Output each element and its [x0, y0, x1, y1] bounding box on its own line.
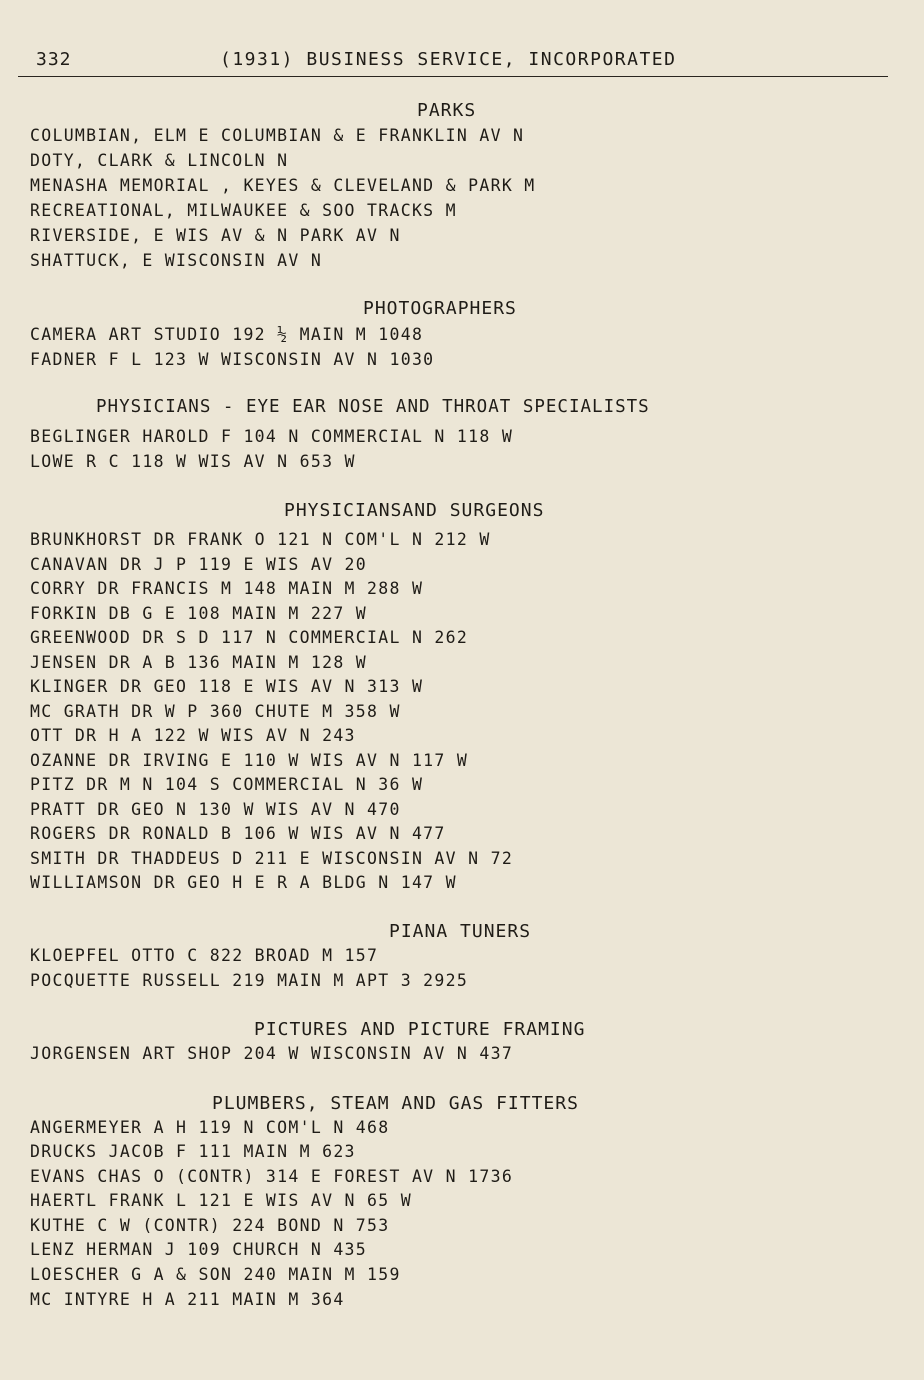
- listing-entry: CANAVAN DR J P 119 E WIS AV 20: [30, 555, 368, 574]
- listing-entry: KUTHE C W (CONTR) 224 BOND N 753: [30, 1216, 390, 1235]
- listing-entry: ANGERMEYER A H 119 N COM'L N 468: [30, 1118, 390, 1137]
- listing-entry: FORKIN DB G E 108 MAIN M 227 W: [30, 604, 368, 623]
- listing-entry: SHATTUCK, E WISCONSIN AV N: [30, 251, 323, 270]
- listing-entry: SMITH DR THADDEUS D 211 E WISCONSIN AV N 72: [30, 849, 514, 868]
- listing-entry: CORRY DR FRANCIS M 148 MAIN M 288 W: [30, 579, 424, 598]
- section-heading-picture-framing: PICTURES AND PICTURE FRAMING: [254, 1019, 586, 1040]
- listing-entry: OZANNE DR IRVING E 110 W WIS AV N 117 W: [30, 751, 469, 770]
- page-number: 332: [36, 49, 72, 70]
- listing-entry: EVANS CHAS O (CONTR) 314 E FOREST AV N 1736: [30, 1167, 514, 1186]
- listing-entry: DRUCKS JACOB F 111 MAIN M 623: [30, 1142, 356, 1161]
- listing-entry: PITZ DR M N 104 S COMMERCIAL N 36 W: [30, 775, 424, 794]
- listing-entry: MC INTYRE H A 211 MAIN M 364: [30, 1290, 345, 1309]
- section-heading-photographers: PHOTOGRAPHERS: [363, 298, 517, 319]
- listing-entry: KLOEPFEL OTTO C 822 BROAD M 157: [30, 946, 379, 965]
- listing-entry: BEGLINGER HAROLD F 104 N COMMERCIAL N 118 W: [30, 427, 514, 446]
- header-rule: [18, 76, 888, 77]
- section-heading-eye-ear-nose-throat: PHYSICIANS - EYE EAR NOSE AND THROAT SPECIALISTS: [96, 397, 650, 417]
- listing-entry: MENASHA MEMORIAL , KEYES & CLEVELAND & PARK M: [30, 176, 536, 195]
- listing-entry: POCQUETTE RUSSELL 219 MAIN M APT 3 2925: [30, 971, 469, 990]
- section-heading-piano-tuners: PIANA TUNERS: [389, 921, 532, 942]
- listing-entry: BRUNKHORST DR FRANK O 121 N COM'L N 212 W: [30, 530, 491, 549]
- listing-entry: WILLIAMSON DR GEO H E R A BLDG N 147 W: [30, 873, 457, 892]
- listing-entry: JORGENSEN ART SHOP 204 W WISCONSIN AV N 437: [30, 1044, 514, 1063]
- listing-entry: GREENWOOD DR S D 117 N COMMERCIAL N 262: [30, 628, 469, 647]
- section-heading-plumbers: PLUMBERS, STEAM AND GAS FITTERS: [212, 1093, 579, 1114]
- listing-entry: FADNER F L 123 W WISCONSIN AV N 1030: [30, 350, 435, 369]
- listing-entry: LOWE R C 118 W WIS AV N 653 W: [30, 452, 356, 471]
- listing-entry: COLUMBIAN, ELM E COLUMBIAN & E FRANKLIN AV N: [30, 126, 525, 145]
- page-header: [0, 44, 924, 78]
- running-title: (1931) BUSINESS SERVICE, INCORPORATED: [220, 49, 677, 70]
- listing-entry: CAMERA ART STUDIO 192 ½ MAIN M 1048: [30, 325, 424, 344]
- section-heading-parks: PARKS: [417, 100, 477, 121]
- listing-entry: LENZ HERMAN J 109 CHURCH N 435: [30, 1240, 368, 1259]
- listing-entry: DOTY, CLARK & LINCOLN N: [30, 151, 289, 170]
- listing-entry: OTT DR H A 122 W WIS AV N 243: [30, 726, 356, 745]
- section-heading-physicians-surgeons: PHYSICIANSAND SURGEONS: [284, 500, 545, 521]
- listing-entry: LOESCHER G A & SON 240 MAIN M 159: [30, 1265, 401, 1284]
- listing-entry: MC GRATH DR W P 360 CHUTE M 358 W: [30, 702, 401, 721]
- listing-entry: RIVERSIDE, E WIS AV & N PARK AV N: [30, 226, 401, 245]
- listing-entry: PRATT DR GEO N 130 W WIS AV N 470: [30, 800, 401, 819]
- listing-entry: KLINGER DR GEO 118 E WIS AV N 313 W: [30, 677, 424, 696]
- listing-entry: RECREATIONAL, MILWAUKEE & SOO TRACKS M: [30, 201, 457, 220]
- listing-entry: JENSEN DR A B 136 MAIN M 128 W: [30, 653, 368, 672]
- listing-entry: ROGERS DR RONALD B 106 W WIS AV N 477: [30, 824, 446, 843]
- listing-entry: HAERTL FRANK L 121 E WIS AV N 65 W: [30, 1191, 412, 1210]
